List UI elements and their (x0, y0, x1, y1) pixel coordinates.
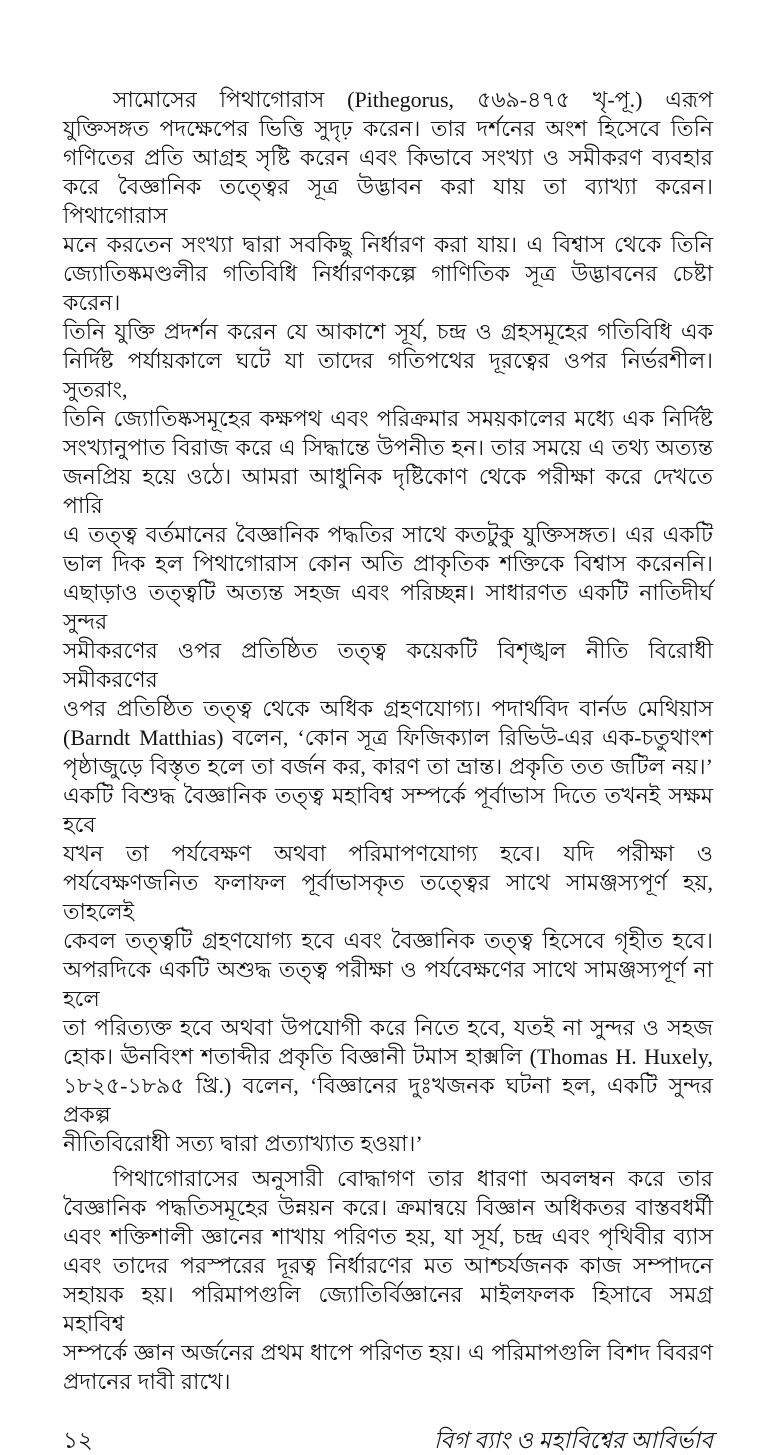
text-line: সংখ্যানুপাত বিরাজ করে এ সিদ্ধান্তে উপনীত হন। তার সময়ে এ তথ্য অত্যন্ত (63, 435, 713, 460)
text-line: সামোসের পিথাগোরাস (Pithegorus, ৫৬৯-৪৭৫ খৃ-পূ.) এরূপ (113, 87, 713, 112)
text-line: এবং শক্তিশালী জ্ঞানের শাখায় পরিণত হয়, যা সূর্য, চন্দ্র এবং পৃথিবীর ব্যাস (63, 1224, 713, 1249)
text-line: ১৮২৫-১৮৯৫ খ্রি.) বলেন, ‘বিজ্ঞানের দুঃখজনক ঘটনা হল, একটি সুন্দর প্রকল্প (63, 1073, 713, 1127)
text-line: এবং তাদের পরস্পরের দূরত্ব নির্ধারণের মত আশ্চর্যজনক কাজ সম্পাদনে (63, 1253, 713, 1278)
paragraph (63, 85, 713, 1158)
text-line: পৃষ্ঠাজুড়ে বিস্তৃত হলে তা বর্জন কর, কারণ তা ভ্রান্ত। প্রকৃতি তত জটিল নয়।’ (63, 754, 713, 779)
page-footer (63, 1426, 713, 1455)
text-line: সম্পর্কে জ্ঞান অর্জনের প্রথম ধাপে পরিণত হয়। এ পরিমাপগুলি বিশদ বিবরণ (63, 1340, 713, 1365)
text-line: মনে করতেন সংখ্যা দ্বারা সবকিছু নির্ধারণ করা যায়। এ বিশ্বাস থেকে তিনি (63, 232, 713, 257)
text-line: তিনি জ্যোতিষ্কসমূহের কক্ষপথ এবং পরিক্রমার সময়কালের মধ্যে এক নির্দিষ্ট (63, 406, 713, 431)
text-line: অপরদিকে একটি অশুদ্ধ তত্ত্ব পরীক্ষা ও পর্যবেক্ষণের সাথে সামঞ্জস্যপূর্ণ না হলে (63, 957, 713, 1011)
text-line: সমীকরণের ওপর প্রতিষ্ঠিত তত্ত্ব কয়েকটি বিশৃঙ্খল নীতি বিরোধী সমীকরণের (63, 638, 713, 692)
text-line: একটি বিশুদ্ধ বৈজ্ঞানিক তত্ত্ব মহাবিশ্ব সম্পর্কে পূর্বাভাস দিতে তখনই সক্ষম হবে (63, 783, 713, 837)
text-line: এ তত্ত্ব বর্তমানের বৈজ্ঞানিক পদ্ধতির সাথে কতটুকু যুক্তিসঙ্গত। এর একটি (63, 522, 713, 547)
text-line: প্রদানের দাবী রাখে। (63, 1369, 231, 1394)
text-line: এছাড়াও তত্ত্বটি অত্যন্ত সহজ এবং পরিচ্ছন্ন। সাধারণত একটি নাতিদীর্ঘ সুন্দর (63, 580, 713, 634)
text-line: করে বৈজ্ঞানিক তত্ত্বের সূত্র উদ্ভাবন করা যায় তা ব্যাখ্যা করেন। পিথাগোরাস (63, 174, 713, 228)
text-line: বৈজ্ঞানিক পদ্ধতিসমূহের উন্নয়ন করে। ক্রমান্বয়ে বিজ্ঞান অধিকতর বাস্তবধর্মী (63, 1195, 713, 1220)
text-line: সহায়ক হয়। পরিমাপগুলি জ্যোতির্বিজ্ঞানের মাইলফলক হিসাবে সমগ্র মহাবিশ্ব (63, 1282, 713, 1336)
running-title: বিগ ব্যাং ও মহাবিশ্বের আবির্ভাব (433, 1428, 713, 1453)
text-line: পিথাগোরাসের অনুসারী বোদ্ধাগণ তার ধারণা অবলম্বন করে তার (113, 1166, 713, 1191)
body-text (63, 85, 713, 1396)
text-line: নির্দিষ্ট পর্যায়কালে ঘটে যা তাদের গতিপথের দূরত্বের ওপর নির্ভরশীল। সুতরাং, (63, 348, 713, 402)
text-line: যখন তা পর্যবেক্ষণ অথবা পরিমাপণযোগ্য হবে। যদি পরীক্ষা ও (63, 841, 713, 866)
text-line: জনপ্রিয় হয়ে ওঠে। আমরা আধুনিক দৃষ্টিকোণ থেকে পরীক্ষা করে দেখতে পারি (63, 464, 713, 518)
text-line: (Barndt Matthias) বলেন, ‘কোন সূত্র ফিজিক্যাল রিভিউ-এর এক-চতুথাংশ (63, 725, 713, 750)
text-line: নীতিবিরোধী সত্য দ্বারা প্রত্যাখ্যাত হওয়া।’ (63, 1131, 423, 1156)
text-line: হোক। ঊনবিংশ শতাব্দীর প্রকৃতি বিজ্ঞানী টমাস হাক্সলি (Thomas H. Huxely, (63, 1044, 713, 1069)
text-line: পর্যবেক্ষণজনিত ফলাফল পূর্বাভাসকৃত তত্ত্বের সাথে সামঞ্জস্যপূর্ণ হয়, তাহলেই (63, 870, 713, 924)
text-line: ভাল দিক হল পিথাগোরাস কোন অতি প্রাকৃতিক শক্তিকে বিশ্বাস করেননি। (63, 551, 713, 576)
paragraph (63, 1164, 713, 1396)
text-line: তা পরিত্যক্ত হবে অথবা উপযোগী করে নিতে হবে, যতই না সুন্দর ও সহজ (63, 1015, 713, 1040)
text-line: গণিতের প্রতি আগ্রহ সৃষ্টি করেন এবং কিভাবে সংখ্যা ও সমীকরণ ব্যবহার (63, 145, 713, 170)
text-line: তিনি যুক্তি প্রদর্শন করেন যে আকাশে সূর্য, চন্দ্র ও গ্রহসমূহের গতিবিধি এক (63, 319, 713, 344)
text-line: কেবল তত্ত্বটি গ্রহণযোগ্য হবে এবং বৈজ্ঞানিক তত্ত্ব হিসেবে গৃহীত হবে। (63, 928, 713, 953)
text-line: যুক্তিসঙ্গত পদক্ষেপের ভিত্তি সুদৃঢ় করেন। তার দর্শনের অংশ হিসেবে তিনি (63, 116, 713, 141)
text-line: ওপর প্রতিষ্ঠিত তত্ত্ব থেকে অধিক গ্রহণযোগ্য। পদার্থবিদ বার্নড মেথিয়াস (63, 696, 713, 721)
page-number: ১২ (63, 1428, 93, 1453)
text-line: জ্যোতিষ্কমণ্ডলীর গতিবিধি নির্ধারণকল্পে গাণিতিক সূত্র উদ্ভাবনের চেষ্টা করেন। (63, 261, 713, 315)
